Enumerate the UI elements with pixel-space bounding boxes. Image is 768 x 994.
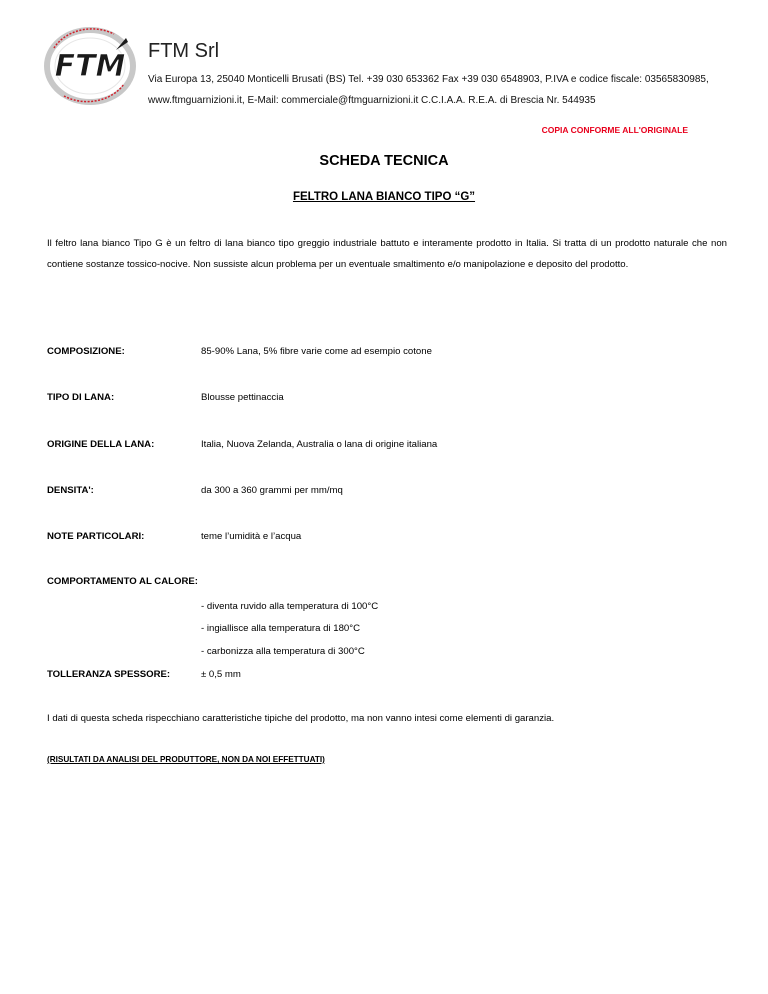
- spec-label: TIPO DI LANA:: [47, 392, 115, 403]
- product-title: FELTRO LANA BIANCO TIPO “G”: [292, 191, 476, 203]
- spec-label: COMPOSIZIONE:: [47, 346, 125, 357]
- results-note: (RISULTATI DA ANALISI DEL PRODUTTORE, NON DA NOI EFFETTUATI): [47, 755, 325, 764]
- heat-line: - carbonizza alla temperatura di 300°C: [201, 646, 365, 657]
- spec-label: COMPORTAMENTO AL CALORE:: [47, 576, 199, 587]
- spec-value: teme l’umidità e l’acqua: [201, 531, 302, 542]
- spec-label: NOTE PARTICOLARI:: [47, 531, 145, 542]
- company-address: Via Europa 13, 25040 Monticelli Brusati (BS) Tel. +39 030 653362 Fax +39 030 6548903, P.IVA e codice fiscale: 03565830985,: [148, 74, 709, 85]
- spec-label: TOLLERANZA SPESSORE:: [47, 669, 171, 680]
- intro-paragraph: Il feltro lana bianco Tipo G è un feltro di lana bianco tipo greggio industriale battuto e interamente prodotto in Italia. Si tratta di un prodotto naturale che non contiene sostanze tossico-nocive. Non sussiste alcun problema per un eventuale smaltimento e/o manipolazione e deposito del prodotto.: [47, 238, 727, 270]
- page-title: SCHEDA TECNICA: [319, 153, 449, 169]
- spec-value: 85-90% Lana, 5% fibre varie come ad esempio cotone: [201, 346, 432, 357]
- company-name: FTM Srl: [148, 40, 220, 62]
- heat-line: - diventa ruvido alla temperatura di 100°C: [201, 601, 379, 612]
- spec-value: da 300 a 360 grammi per mm/mq: [201, 485, 343, 496]
- spec-label: ORIGINE DELLA LANA:: [47, 439, 155, 450]
- spec-value: ± 0,5 mm: [201, 669, 241, 680]
- company-contacts: www.ftmguarnizioni.it, E-Mail: commerciale@ftmguarnizioni.it C.C.I.A.A. R.E.A. di Brescia Nr. 544935: [148, 95, 596, 106]
- ftm-logo: [44, 26, 136, 106]
- spec-value: Blousse pettinaccia: [201, 392, 284, 403]
- logo-text: FTM: [54, 49, 126, 84]
- heat-line: - ingiallisce alla temperatura di 180°C: [201, 623, 361, 634]
- copy-stamp: COPIA CONFORME ALL'ORIGINALE: [541, 125, 688, 135]
- spec-value: Italia, Nuova Zelanda, Australia o lana di origine italiana: [201, 439, 438, 450]
- disclaimer: I dati di questa scheda rispecchiano caratteristiche tipiche del prodotto, ma non vanno intesi come elementi di garanzia.: [47, 713, 555, 724]
- spec-label: DENSITA':: [47, 485, 94, 496]
